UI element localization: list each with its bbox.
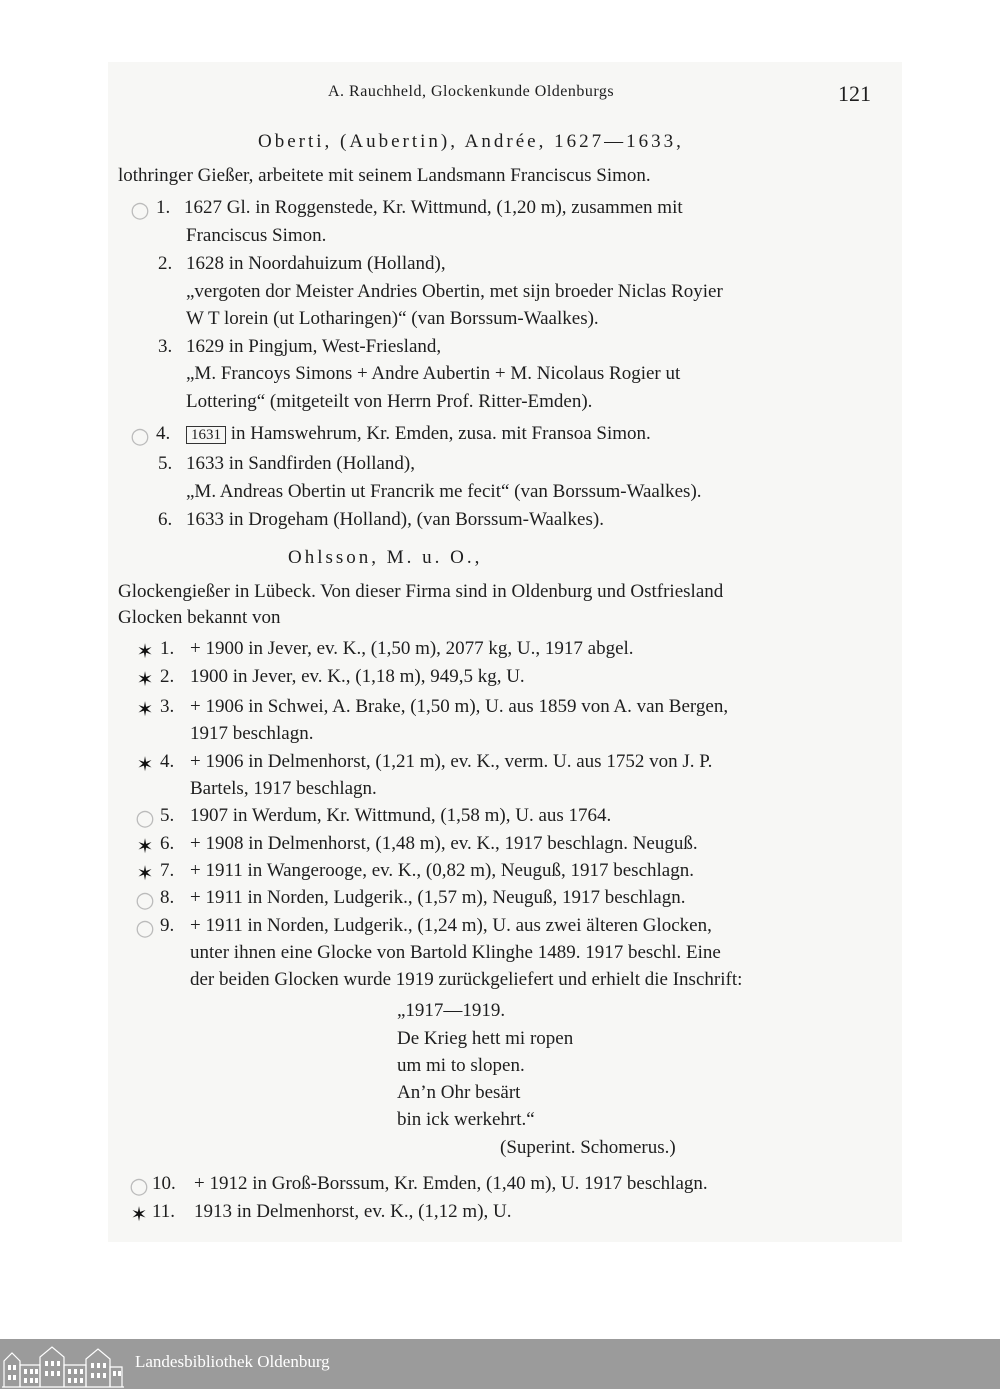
oberti-item-number: 6. bbox=[158, 509, 173, 530]
ohlsson-item-text: + 1906 in Schwei, A. Brake, (1,50 m), U. aus 1859 von A. van Bergen, bbox=[190, 696, 729, 717]
oberti-item-text: W T lorein (ut Lotharingen)“ (van Borssum-Waalkes). bbox=[186, 308, 599, 329]
ohlsson-item-number: 10. bbox=[152, 1173, 176, 1194]
open-circle-icon: ○ bbox=[130, 198, 150, 223]
star-icon: ✶ bbox=[130, 1202, 148, 1226]
boxed-year: 1631 bbox=[186, 426, 226, 444]
open-circle-icon: ○ bbox=[135, 916, 155, 941]
ohlsson-item-number: 7. bbox=[160, 860, 175, 881]
ohlsson-intro: Glocken bekannt von bbox=[118, 607, 281, 628]
star-icon: ✶ bbox=[136, 834, 154, 858]
ohlsson-intro: Glockengießer in Lübeck. Von dieser Firma sind in Oldenburg und Ostfriesland bbox=[118, 581, 724, 602]
oberti-item-number: 2. bbox=[158, 253, 173, 274]
ohlsson-item-text: 1907 in Werdum, Kr. Wittmund, (1,58 m), U. aus 1764. bbox=[190, 805, 612, 826]
inscription-line: De Krieg hett mi ropen bbox=[397, 1028, 574, 1049]
ohlsson-item-text: + 1906 in Delmenhorst, (1,21 m), ev. K., verm. U. aus 1752 von J. P. bbox=[190, 751, 713, 772]
star-icon: ✶ bbox=[136, 752, 154, 776]
ohlsson-item-text: 1900 in Jever, ev. K., (1,18 m), 949,5 kg, U. bbox=[190, 666, 525, 687]
oberti-item-text: Franciscus Simon. bbox=[186, 225, 327, 246]
oberti-item-number: 5. bbox=[158, 453, 173, 474]
ohlsson-item-text: + 1900 in Jever, ev. K., (1,50 m), 2077 kg, U., 1917 abgel. bbox=[190, 638, 634, 659]
oberti-item-text: Lottering“ (mitgeteilt von Herrn Prof. Ritter-Emden). bbox=[186, 391, 593, 412]
ohlsson-heading: Ohlsson, M. u. O., bbox=[288, 547, 483, 568]
oberti-item-text: „M. Andreas Obertin ut Francrik me fecit“ (van Borssum-Waalkes). bbox=[186, 481, 702, 502]
oberti-item-text: 1633 in Sandfirden (Holland), bbox=[186, 453, 416, 474]
ohlsson-item-number: 6. bbox=[160, 833, 175, 854]
ohlsson-item-text: + 1911 in Norden, Ludgerik., (1,24 m), U. aus zwei älteren Glocken, bbox=[190, 915, 712, 936]
open-circle-icon: ○ bbox=[129, 1174, 149, 1199]
oberti-item-text: 1627 Gl. in Roggenstede, Kr. Wittmund, (1,20 m), zusammen mit bbox=[184, 197, 683, 218]
oberti-item-text: 1628 in Noordahuizum (Holland), bbox=[186, 253, 446, 274]
oberti-item-number: 4. bbox=[156, 423, 171, 444]
oberti-heading: Oberti, (Aubertin), Andrée, 1627—1633, bbox=[258, 131, 684, 152]
ohlsson-item-number: 4. bbox=[160, 751, 175, 772]
ohlsson-item-text: unter ihnen eine Glocke von Bartold Klinghe 1489. 1917 beschl. Eine bbox=[190, 942, 721, 963]
ohlsson-item-text: 1913 in Delmenhorst, ev. K., (1,12 m), U. bbox=[194, 1201, 512, 1222]
oberti-item-text: „M. Francoys Simons + Andre Aubertin + M. Nicolaus Rogier ut bbox=[186, 363, 681, 384]
open-circle-icon: ○ bbox=[135, 888, 155, 913]
library-building-icon bbox=[0, 1339, 126, 1389]
ohlsson-item-text: + 1911 in Norden, Ludgerik., (1,57 m), Neuguß, 1917 beschlagn. bbox=[190, 887, 686, 908]
ohlsson-item-number: 8. bbox=[160, 887, 175, 908]
inscription-line: „1917—1919. bbox=[397, 1000, 506, 1021]
inscription-line: um mi to slopen. bbox=[397, 1055, 525, 1076]
ohlsson-item-text: + 1911 in Wangerooge, ev. K., (0,82 m), Neuguß, 1917 beschlagn. bbox=[190, 860, 694, 881]
running-title: A. Rauchheld, Glockenkunde Oldenburgs bbox=[328, 83, 615, 100]
ohlsson-item-number: 9. bbox=[160, 915, 175, 936]
inscription-line: bin ick werkehrt.“ bbox=[397, 1109, 535, 1130]
inscription-line: An’n Ohr besärt bbox=[397, 1082, 521, 1103]
oberti-item-text: in Hamswehrum, Kr. Emden, zusa. mit Fransoa Simon. bbox=[230, 423, 651, 444]
open-circle-icon: ○ bbox=[130, 424, 150, 449]
oberti-item-text: 1633 in Drogeham (Holland), (van Borssum-Waalkes). bbox=[186, 509, 604, 530]
oberti-item-text: „vergoten dor Meister Andries Obertin, met sijn broeder Niclas Royier bbox=[186, 281, 723, 302]
ohlsson-item-text: + 1908 in Delmenhorst, (1,48 m), ev. K., 1917 beschlagn. Neuguß. bbox=[190, 833, 698, 854]
oberti-item-number: 1. bbox=[156, 197, 171, 218]
oberti-item-number: 3. bbox=[158, 336, 173, 357]
star-icon: ✶ bbox=[136, 667, 154, 691]
ohlsson-item-text: der beiden Glocken wurde 1919 zurückgeliefert und erhielt die Inschrift: bbox=[190, 969, 743, 990]
ohlsson-item-number: 3. bbox=[160, 696, 175, 717]
ohlsson-item-text: + 1912 in Groß-Borssum, Kr. Emden, (1,40 m), U. 1917 beschlagn. bbox=[194, 1173, 708, 1194]
ohlsson-item-text: Bartels, 1917 beschlagn. bbox=[190, 778, 377, 799]
ohlsson-item-number: 1. bbox=[160, 638, 175, 659]
star-icon: ✶ bbox=[136, 861, 154, 885]
star-icon: ✶ bbox=[136, 639, 154, 663]
star-icon: ✶ bbox=[136, 697, 154, 721]
oberti-intro: lothringer Gießer, arbeitete mit seinem Landsmann Franciscus Simon. bbox=[118, 165, 651, 186]
inscription-attribution: (Superint. Schomerus.) bbox=[500, 1137, 676, 1158]
library-footer bbox=[0, 1339, 1000, 1389]
ohlsson-item-text: 1917 beschlagn. bbox=[190, 723, 314, 744]
ohlsson-item-number: 11. bbox=[152, 1201, 176, 1222]
ohlsson-item-number: 2. bbox=[160, 666, 175, 687]
ohlsson-item-number: 5. bbox=[160, 805, 175, 826]
open-circle-icon: ○ bbox=[135, 806, 155, 831]
oberti-item-text: 1629 in Pingjum, West-Friesland, bbox=[186, 336, 442, 357]
library-name: Landesbibliothek Oldenburg bbox=[135, 1352, 330, 1371]
page-number: 121 bbox=[838, 81, 871, 106]
